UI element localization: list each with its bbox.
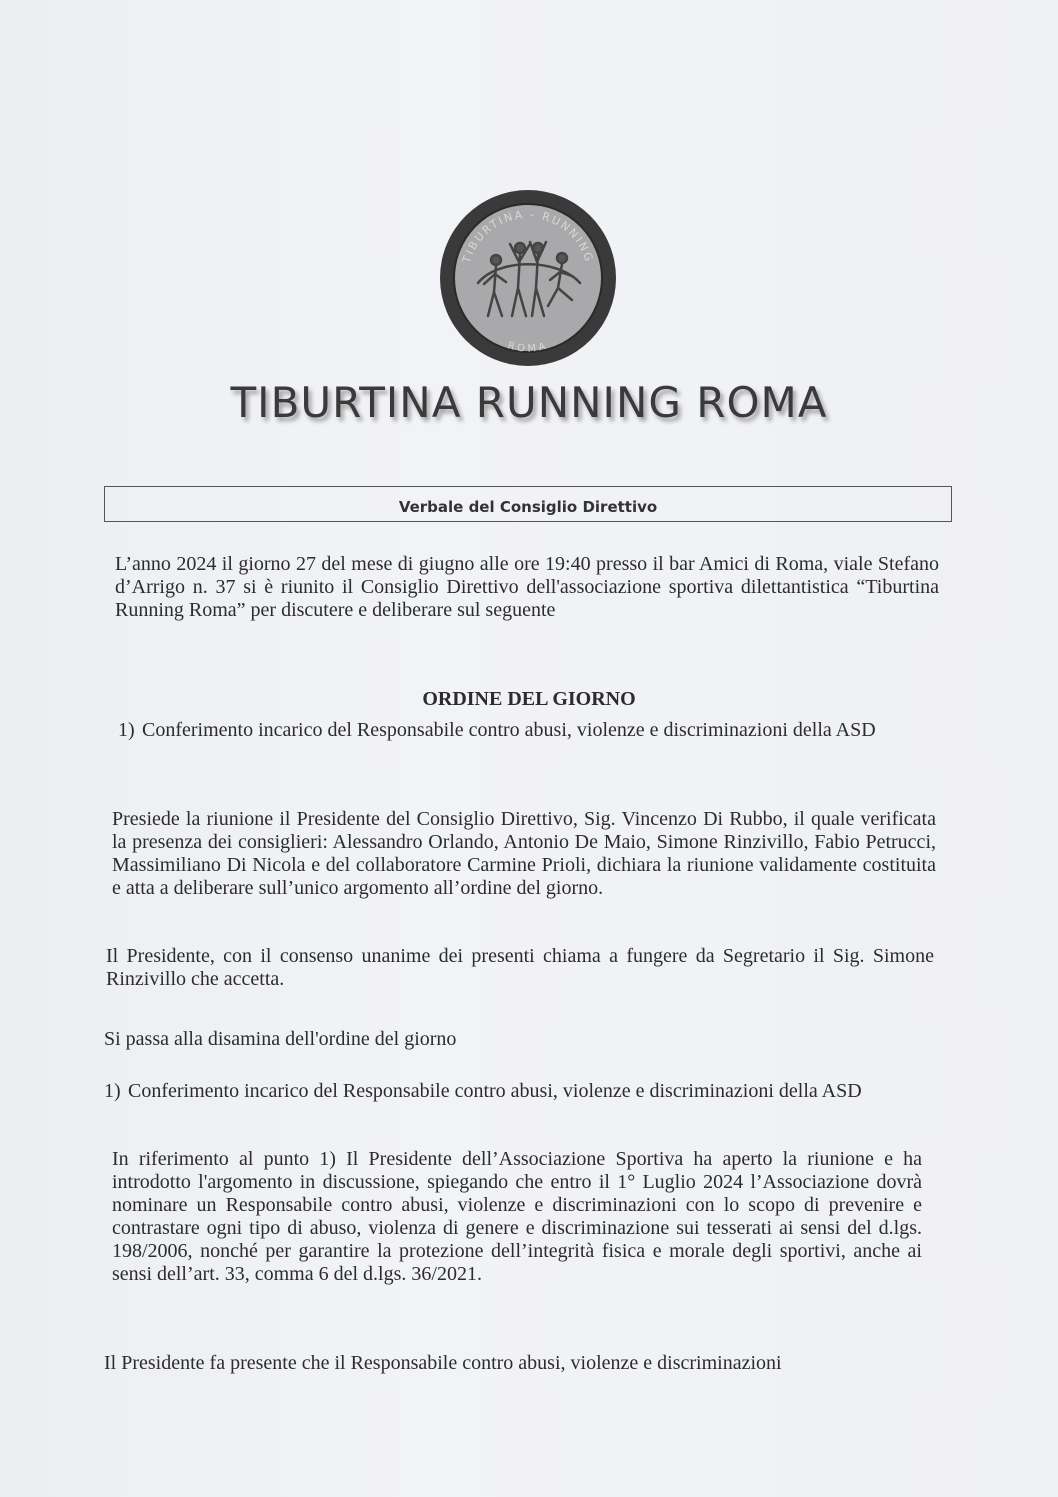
closing-line: Il Presidente fa presente che il Responsabile contro abusi, violenze e discriminazioni bbox=[104, 1352, 782, 1374]
svg-text:TIBURTINA - RUNNING: TIBURTINA - RUNNING bbox=[460, 207, 596, 265]
document-title: Verbale del Consiglio Direttivo bbox=[104, 486, 952, 522]
secretary-paragraph: Il Presidente, con il consenso unanime dei presenti chiama a fungere da Segretario il Sig. Simone Rinzivillo che accetta. bbox=[106, 945, 934, 990]
logo-emblem-icon bbox=[438, 188, 618, 368]
agenda-item-number: 1) bbox=[118, 719, 135, 741]
association-brand-title: TIBURTINA RUNNING ROMA bbox=[230, 378, 828, 427]
intro-paragraph: L’anno 2024 il giorno 27 del mese di giugno alle ore 19:40 presso il bar Amici di Roma, viale Stefano d’Arrigo n. 37 si è riunito il Consiglio Direttivo dell'associazione sportiva dilettantistica “Tiburtina Running Roma” per discutere e deliberare sul seguente bbox=[115, 553, 939, 621]
agenda-heading: ORDINE DEL GIORNO bbox=[422, 688, 636, 710]
association-logo bbox=[438, 188, 618, 368]
presides-paragraph: Presiede la riunione il Presidente del Consiglio Direttivo, Sig. Vincenzo Di Rubbo, il quale verificata la presenza dei consiglieri: Alessandro Orlando, Antonio De Maio, Simone Rinzivillo, Fabio Petrucci, Massimiliano Di Nicola e del collaboratore Carmine Prioli, dichiara la riunione validamente costituita e atta a deliberare sull’unico argomento all’ordine del giorno. bbox=[112, 808, 936, 899]
svg-text:ROMA: ROMA bbox=[506, 340, 550, 355]
discussion-paragraph: In riferimento al punto 1) Il Presidente dell’Associazione Sportiva ha aperto la riunione e ha introdotto l'argomento in discussione, spiegando che entro il 1° Luglio 2024 l’Associazione dovrà nominare un Responsabile contro abusi, violenze e discriminazioni con lo scopo di prevenire e contrastare ogni tipo di abuso, violenza di genere e discriminazione sui tesserati ai sensi del d.lgs. 198/2006, nonché per garantire la protezione dell’integrità fisica e morale degli sportivi, anche ai sensi dell’art. 33, comma 6 del d.lgs. 36/2021. bbox=[112, 1148, 922, 1285]
agenda-item-repeat-number: 1) bbox=[104, 1080, 121, 1102]
agenda-item-text: Conferimento incarico del Responsabile contro abusi, violenze e discriminazioni della ASD bbox=[142, 719, 876, 741]
agenda-item bbox=[118, 719, 936, 742]
agenda-item-repeat-text: Conferimento incarico del Responsabile contro abusi, violenze e discriminazioni della ASD bbox=[128, 1080, 862, 1102]
agenda-item-repeat bbox=[104, 1080, 930, 1103]
disamina-paragraph: Si passa alla disamina dell'ordine del giorno bbox=[104, 1028, 457, 1050]
